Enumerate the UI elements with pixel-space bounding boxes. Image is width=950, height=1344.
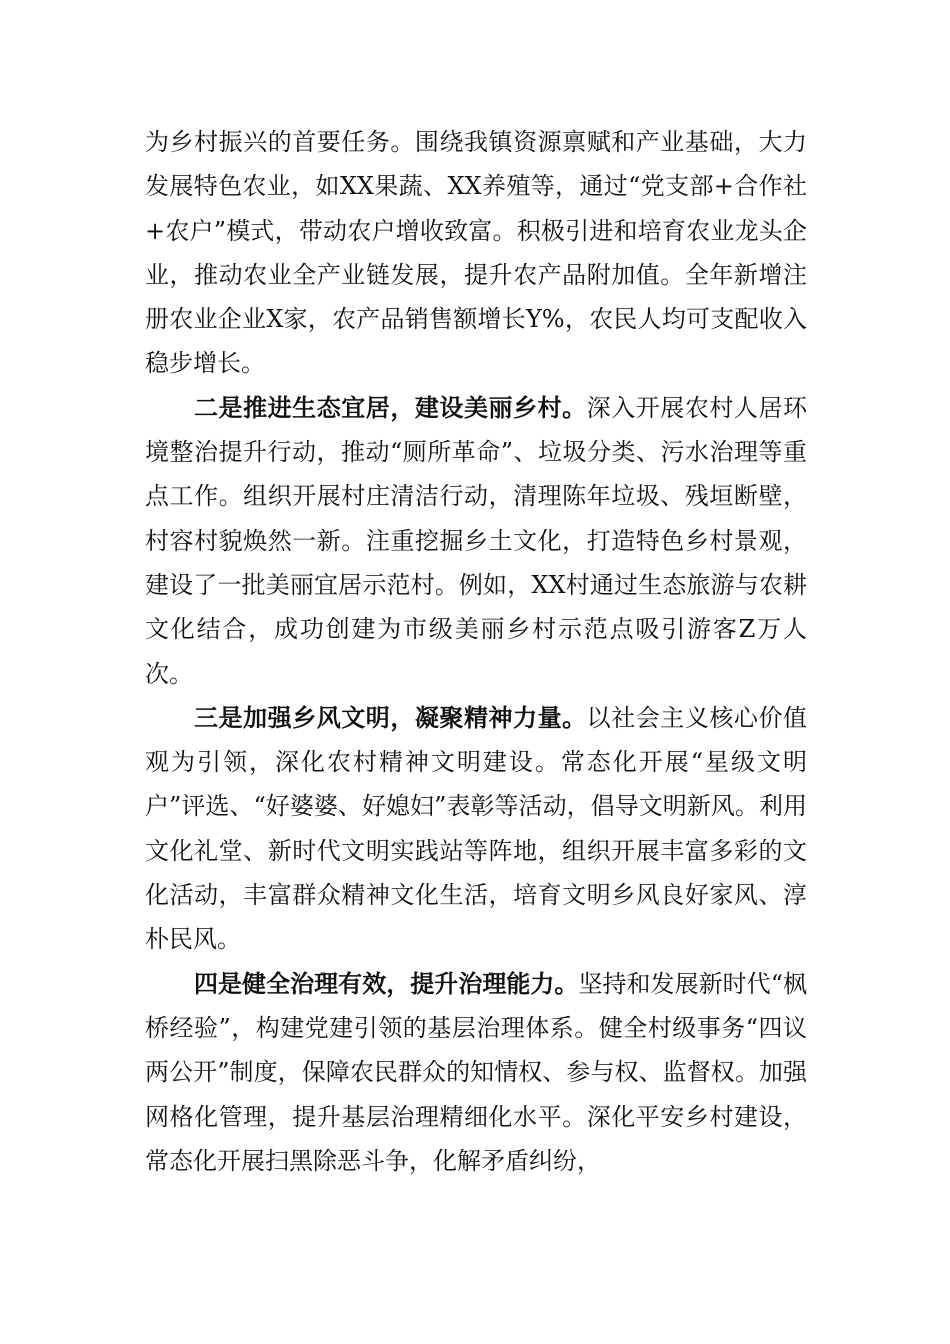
paragraph-rural-civilization [145,696,807,962]
paragraph-industry-continuation [145,120,807,386]
paragraph-lead: 三是加强乡风文明，凝聚精神力量。 [194,702,587,732]
paragraph-ecological-livability [145,386,807,696]
paragraph-body: 坚持和发展新时代“枫桥经验”，构建党建引领的基层治理体系。健全村级事务“四议两公开”制度，保障农民群众的知情权、参与权、监督权。加强网格化管理，提升基层治理精细化水平。深化平安乡村建设，常态化开展扫黑除恶斗争，化解矛盾纠纷， [145,969,807,1175]
paragraph-lead: 四是健全治理有效，提升治理能力。 [194,968,579,998]
paragraph-effective-governance [145,962,807,1183]
paragraph-body: 深入开展农村人居环境整治提升行动，推动“厕所革命”、垃圾分类、污水治理等重点工作。组织开展村庄清洁行动，清理陈年垃圾、残垣断壁，村容村貌焕然一新。注重挖掘乡土文化，打造特色乡村景观，建设了一批美丽宜居示范村。例如，XX村通过生态旅游与农耕文化结合，成功创建为市级美丽乡村示范点吸引游客Z万人次。 [145,393,808,688]
paragraph-body: 为乡村振兴的首要任务。围绕我镇资源禀赋和产业基础，大力发展特色农业，如XX果蔬、XX养殖等，通过“党支部+合作社+农户”模式，带动农户增收致富。积极引进和培育农业龙头企业，推动农业全产业链发展，提升农产品附加值。全年新增注册农业企业X家，农产品销售额增长Y%，农民人均可支配收入稳步增长。 [145,128,807,378]
paragraph-lead: 二是推进生态宜居，建设美丽乡村。 [194,392,587,422]
document-page [145,120,807,1183]
paragraph-body: 以社会主义核心价值观为引领，深化农村精神文明建设。常态化开展“星级文明户”评选、“好婆婆、好媳妇”表彰等活动，倡导文明新风。利用文化礼堂、新时代文明实践站等阵地，组织开展丰富多彩的文化活动，丰富群众精神文化生活，培育文明乡风良好家风、淳朴民风。 [145,703,808,954]
